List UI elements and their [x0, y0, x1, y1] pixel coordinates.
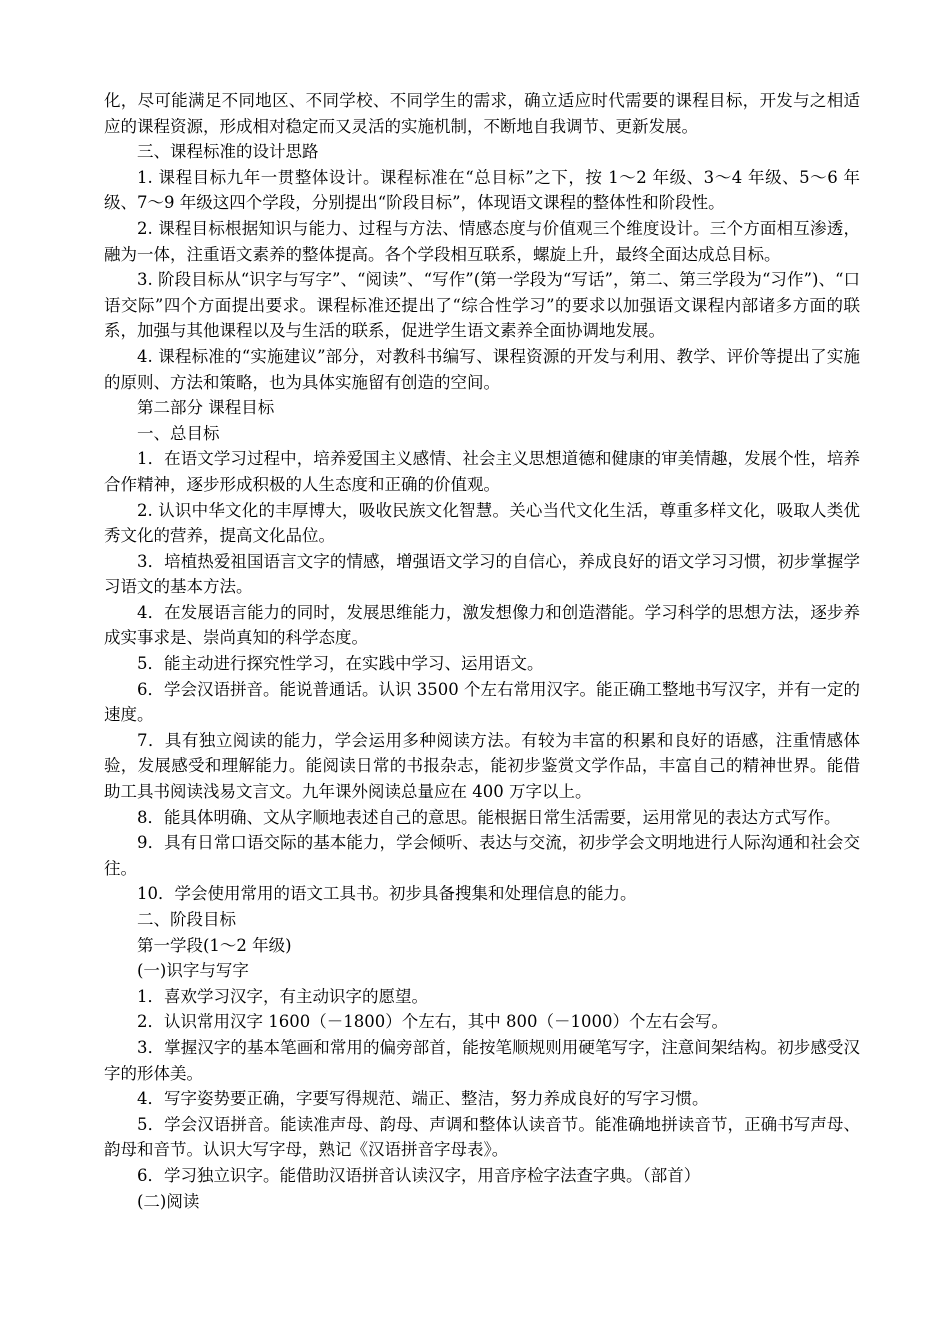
paragraph: 9．具有日常口语交际的基本能力，学会倾听、表达与交流，初步学会文明地进行人际沟通和社会交往。 — [104, 833, 860, 878]
paragraph: 2. 课程目标根据知识与能力、过程与方法、情感态度与价值观三个维度设计。三个方面相互渗透，融为一体，注重语文素养的整体提高。各个学段相互联系，螺旋上升，最终全面达成总目标。 — [104, 218, 860, 264]
paragraph: 一、总目标 — [137, 423, 220, 443]
document-page — [104, 88, 860, 1214]
paragraph: 6．学会汉语拼音。能说普通话。认识 3500 个左右常用汉字。能正确工整地书写汉字，并有一定的速度。 — [104, 679, 860, 725]
paragraph: 5．能主动进行探究性学习，在实践中学习、运用语文。 — [137, 654, 544, 674]
paragraph: (二)阅读 — [137, 1191, 200, 1211]
paragraph: 4. 课程标准的“实施建议”部分，对教科书编写、课程资源的开发与利用、教学、评价等提出了实施的原则、方法和策略，也为具体实施留有创造的空间。 — [104, 346, 860, 392]
paragraph: 7．具有独立阅读的能力，学会运用多种阅读方法。有较为丰富的积累和良好的语感，注重情感体验，发展感受和理解能力。能阅读日常的书报杂志，能初步鉴赏文学作品，丰富自己的精神世界。能借助工具书阅读浅易文言文。九年课外阅读总量应在 400 万字以上。 — [104, 730, 860, 802]
paragraph: 3．培植热爱祖国语言文字的情感，增强语文学习的自信心，养成良好的语文学习习惯，初步掌握学习语文的基本方法。 — [104, 551, 860, 597]
paragraph: 6．学习独立识字。能借助汉语拼音认读汉字，用音序检字法查字典。（部首） — [137, 1165, 701, 1185]
paragraph: 3. 阶段目标从“识字与写字”、“阅读”、“写作”(第一学段为“写话”，第二、第三学段为“习作”)、“口语交际”四个方面提出要求。课程标准还提出了“综合性学习”的要求以加强语文课程内部诸多方面的联系，加强与其他课程以及与生活的联系，促进学生语文素养全面协调地发展。 — [104, 270, 860, 341]
paragraph: 1. 课程目标九年一贯整体设计。课程标准在“总目标”之下，按 1～2 年级、3～4 年级、5～6 年级、7～9 年级这四个学段，分别提出“阶段目标”，体现语文课程的整体性和阶段性。 — [104, 167, 860, 213]
paragraph: 5．学会汉语拼音。能读准声母、韵母、声调和整体认读音节。能准确地拼读音节，正确书写声母、韵母和音节。认识大写字母，熟记《汉语拼音字母表》。 — [104, 1114, 860, 1160]
paragraph: 1．在语文学习过程中，培养爱国主义感情、社会主义思想道德和健康的审美情趣，发展个性，培养合作精神，逐步形成积极的人生态度和正确的价值观。 — [104, 449, 860, 494]
paragraph: 1．喜欢学习汉字，有主动识字的愿望。 — [137, 986, 428, 1006]
paragraph: 二、阶段目标 — [137, 910, 236, 929]
paragraph: 第二部分 课程目标 — [137, 398, 275, 418]
paragraph: 2．认识常用汉字 1600（－1800）个左右，其中 800（－1000）个左右会写。 — [137, 1012, 728, 1032]
paragraph: 三、课程标准的设计思路 — [137, 142, 319, 162]
paragraph: (一)识字与写字 — [137, 961, 249, 981]
paragraph: 8．能具体明确、文从字顺地表述自己的意思。能根据日常生活需要，运用常见的表达方式写作。 — [137, 807, 841, 827]
paragraph: 4．在发展语言能力的同时，发展思维能力，激发想像力和创造潜能。学习科学的思想方法，逐步养成实事求是、崇尚真知的科学态度。 — [104, 602, 860, 648]
paragraph: 4．写字姿势要正确，字要写得规范、端正、整洁，努力养成良好的写字习惯。 — [137, 1089, 709, 1109]
paragraph: 化，尽可能满足不同地区、不同学校、不同学生的需求，确立适应时代需要的课程目标，开发与之相适应的课程资源，形成相对稳定而又灵活的实施机制，不断地自我调节、更新发展。 — [104, 91, 860, 136]
paragraph: 第一学段(1～2 年级) — [137, 935, 292, 955]
paragraph: 10．学会使用常用的语文工具书。初步具备搜集和处理信息的能力。 — [137, 884, 637, 904]
paragraph: 2. 认识中华文化的丰厚博大，吸收民族文化智慧。关心当代文化生活，尊重多样文化，吸取人类优秀文化的营养，提高文化品位。 — [104, 500, 860, 546]
paragraph: 3．掌握汉字的基本笔画和常用的偏旁部首，能按笔顺规则用硬笔写字，注意间架结构。初步感受汉字的形体美。 — [104, 1037, 860, 1083]
